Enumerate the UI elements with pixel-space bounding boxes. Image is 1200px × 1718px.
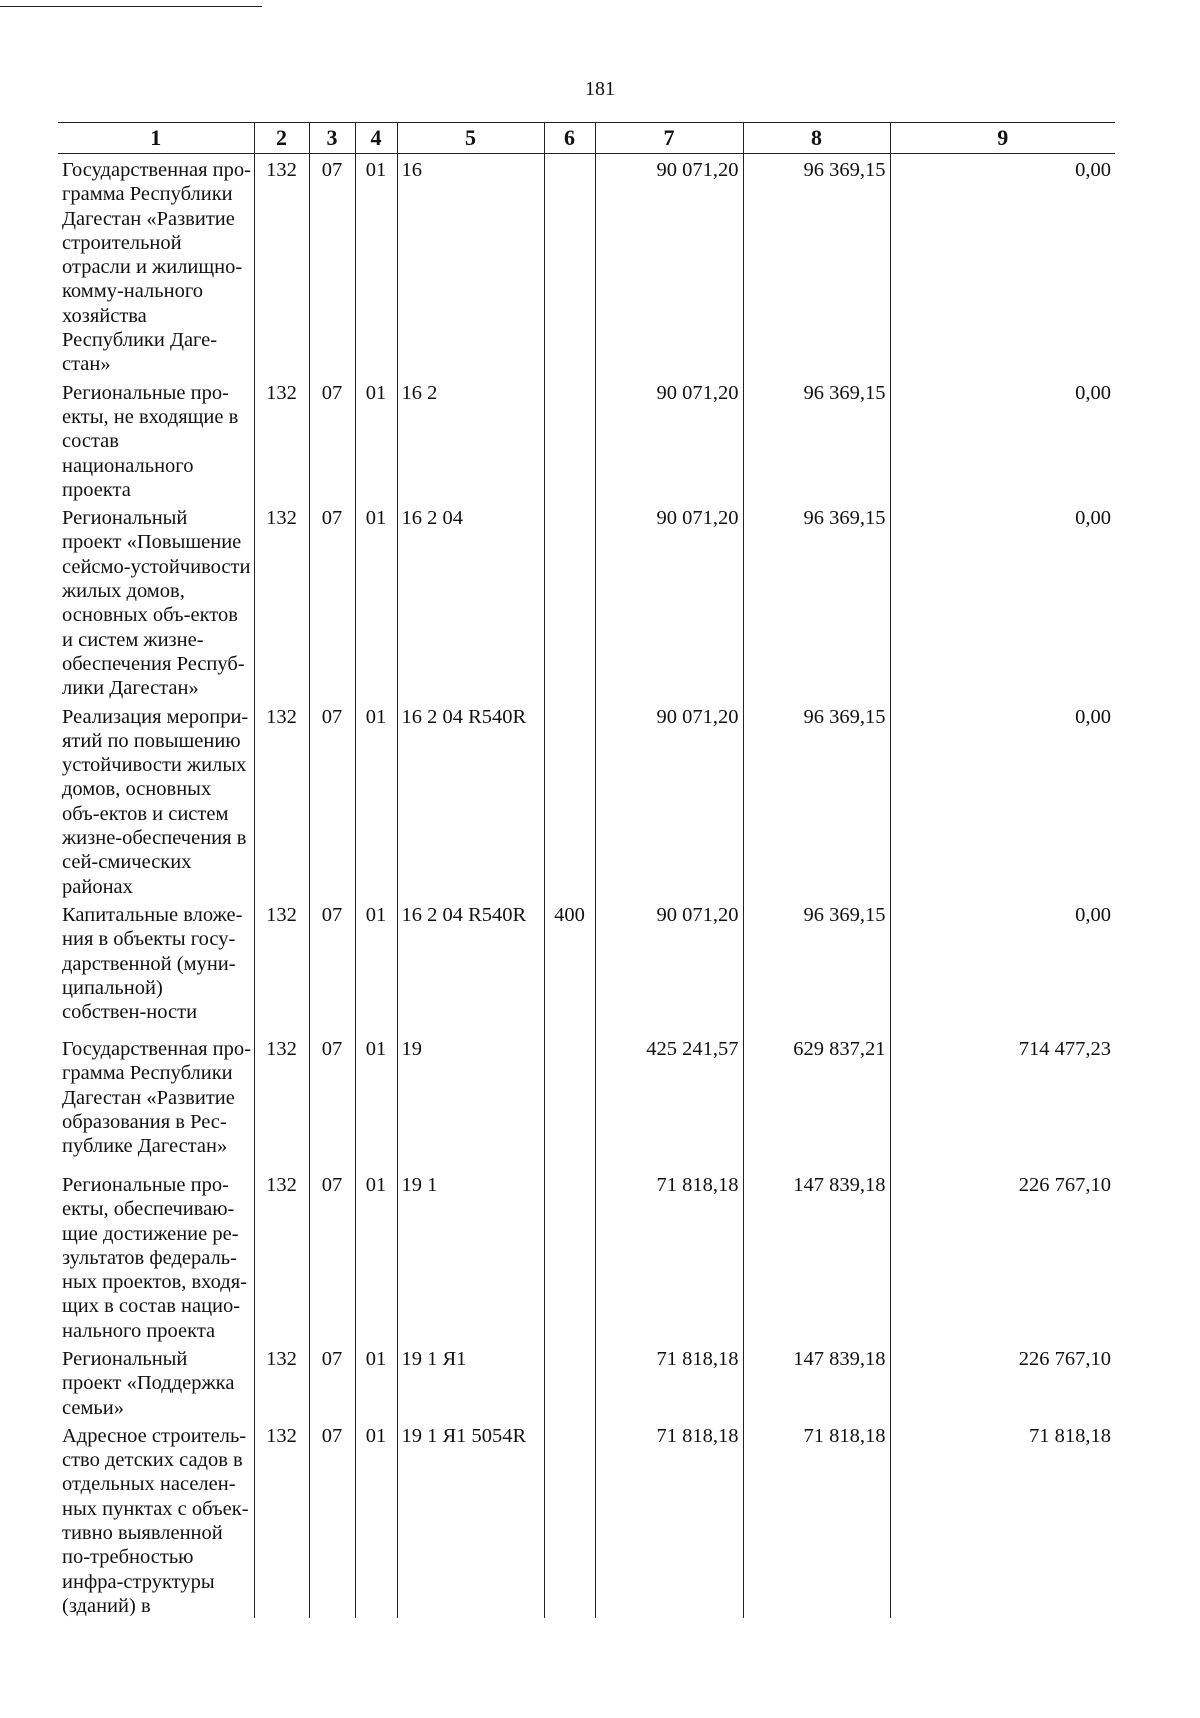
cell-col9: 0,00 — [890, 154, 1115, 377]
cell-col4: 01 — [355, 701, 397, 899]
table-row — [58, 502, 1115, 700]
page-number: 181 — [585, 78, 615, 100]
cell-col2: 132 — [254, 1169, 309, 1343]
cell-col5: 16 2 04 R540R — [397, 899, 544, 1033]
column-header: 3 — [309, 123, 355, 154]
column-header: 5 — [397, 123, 544, 154]
column-header: 6 — [544, 123, 595, 154]
cell-col6 — [544, 377, 595, 502]
cell-col2: 132 — [254, 701, 309, 899]
cell-col3: 07 — [309, 701, 355, 899]
cell-col4: 01 — [355, 377, 397, 502]
cell-col6 — [544, 701, 595, 899]
row-name: Региональные про-екты, обеспечиваю-щие достижение ре-зультатов федераль-ных проектов, входя-щих в состав нацио-нального проекта — [62, 1173, 247, 1342]
cell-col5: 16 2 — [397, 377, 544, 502]
row-name: Региональные про-екты, не входящие в состав национального проекта — [62, 381, 239, 501]
cell-col6 — [544, 1033, 595, 1169]
cell-col5: 19 1 — [397, 1169, 544, 1343]
cell-col6 — [544, 1343, 595, 1420]
cell-col2: 132 — [254, 502, 309, 700]
cell-col5: 19 1 Я1 5054R — [397, 1420, 544, 1618]
table-row — [58, 154, 1115, 377]
cell-col4: 01 — [355, 1169, 397, 1343]
cell-col9: 226 767,10 — [890, 1169, 1115, 1343]
cell-col4: 01 — [355, 502, 397, 700]
row-name: Капитальные вложе-ния в объекты госу-дарственной (муни-ципальной) собствен-ности — [62, 903, 243, 1024]
cell-col3: 07 — [309, 502, 355, 700]
cell-col5: 19 — [397, 1033, 544, 1169]
cell-col3: 07 — [309, 377, 355, 502]
column-header: 7 — [595, 123, 743, 154]
cell-col7: 71 818,18 — [595, 1343, 743, 1420]
cell-col2: 132 — [254, 1033, 309, 1169]
cell-col2: 132 — [254, 154, 309, 377]
row-name: Государственная про-грамма Республики Дагестан «Развитие строительной отрасли и жилищно-комму-нального хозяйства Республики Даге-стан» — [62, 159, 251, 376]
column-header: 9 — [890, 123, 1115, 154]
cell-col7: 71 818,18 — [595, 1420, 743, 1618]
cell-col8: 96 369,15 — [743, 502, 890, 700]
table-row — [58, 1420, 1115, 1618]
cell-col7: 71 818,18 — [595, 1169, 743, 1343]
cell-col6 — [544, 1169, 595, 1343]
cell-col4: 01 — [355, 1033, 397, 1169]
cell-col6 — [544, 154, 595, 377]
cell-col3: 07 — [309, 1033, 355, 1169]
table-row — [58, 899, 1115, 1033]
table-row — [58, 1169, 1115, 1343]
cell-col5: 16 2 04 — [397, 502, 544, 700]
cell-col9: 226 767,10 — [890, 1343, 1115, 1420]
cell-col7: 425 241,57 — [595, 1033, 743, 1169]
header-row — [58, 123, 1115, 154]
table-row — [58, 701, 1115, 899]
cell-col2: 132 — [254, 899, 309, 1033]
cell-col8: 147 839,18 — [743, 1343, 890, 1420]
cell-col9: 0,00 — [890, 502, 1115, 700]
cell-col3: 07 — [309, 154, 355, 377]
column-header: 2 — [254, 123, 309, 154]
cell-col4: 01 — [355, 1343, 397, 1420]
cell-col6 — [544, 502, 595, 700]
cell-col3: 07 — [309, 1343, 355, 1420]
row-name: Реализация меропри-ятий по повышению устойчивости жилых домов, основных объ-ектов и систем жизне-обеспечения в сей-смических районах — [62, 705, 249, 898]
cell-col2: 132 — [254, 377, 309, 502]
cell-col3: 07 — [309, 899, 355, 1033]
cell-col8: 629 837,21 — [743, 1033, 890, 1169]
cell-col2: 132 — [254, 1343, 309, 1420]
column-header: 4 — [355, 123, 397, 154]
column-header: 1 — [58, 123, 254, 154]
cell-col4: 01 — [355, 1420, 397, 1618]
cell-col9: 714 477,23 — [890, 1033, 1115, 1169]
cell-col6: 400 — [544, 899, 595, 1033]
row-name: Адресное строитель-ство детских садов в отдельных населен-ных пунктах с объек-тивно выявленной по-требностью инфра-структуры (зданий) в — [62, 1424, 249, 1617]
cell-col7: 90 071,20 — [595, 502, 743, 700]
cell-col3: 07 — [309, 1169, 355, 1343]
cell-col7: 90 071,20 — [595, 899, 743, 1033]
cell-col8: 96 369,15 — [743, 899, 890, 1033]
cell-col9: 0,00 — [890, 377, 1115, 502]
column-header: 8 — [743, 123, 890, 154]
cell-col7: 90 071,20 — [595, 701, 743, 899]
table-row — [58, 1343, 1115, 1420]
cell-col8: 96 369,15 — [743, 701, 890, 899]
cell-col8: 71 818,18 — [743, 1420, 890, 1618]
cell-col6 — [544, 1420, 595, 1618]
cell-col4: 01 — [355, 154, 397, 377]
cell-col5: 19 1 Я1 — [397, 1343, 544, 1420]
cell-col4: 01 — [355, 899, 397, 1033]
cell-col8: 147 839,18 — [743, 1169, 890, 1343]
row-name: Региональный проект «Поддержка семьи» — [62, 1347, 235, 1419]
budget-table — [58, 122, 1115, 1618]
cell-col9: 0,00 — [890, 701, 1115, 899]
cell-col8: 96 369,15 — [743, 154, 890, 377]
cell-col7: 90 071,20 — [595, 377, 743, 502]
table-row — [58, 1033, 1115, 1169]
row-name: Региональный проект «Повышение сейсмо-устойчивости жилых домов, основных объ-ектов и систем жизне-обеспечения Респуб-лики Дагестан» — [62, 507, 251, 700]
cell-col5: 16 — [397, 154, 544, 377]
table-row — [58, 377, 1115, 502]
cell-col8: 96 369,15 — [743, 377, 890, 502]
row-name: Государственная про-грамма Республики Дагестан «Развитие образования в Рес-публике Дагестан» — [62, 1037, 251, 1158]
cell-col3: 07 — [309, 1420, 355, 1618]
cell-col5: 16 2 04 R540R — [397, 701, 544, 899]
cell-col9: 71 818,18 — [890, 1420, 1115, 1618]
cell-col2: 132 — [254, 1420, 309, 1618]
cell-col9: 0,00 — [890, 899, 1115, 1033]
top-rule — [0, 6, 262, 7]
cell-col7: 90 071,20 — [595, 154, 743, 377]
